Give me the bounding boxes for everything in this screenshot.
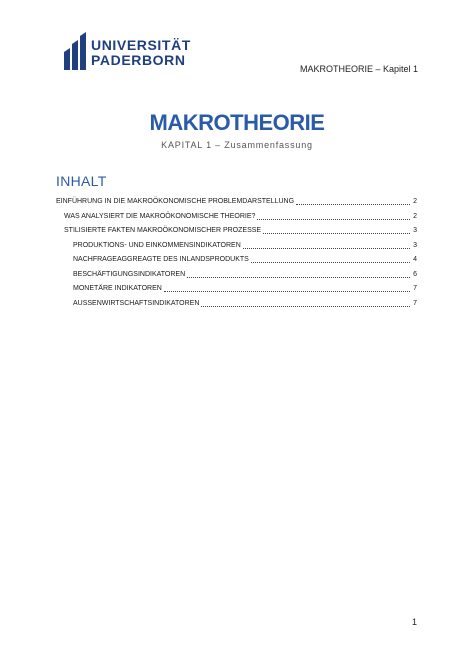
toc-entry[interactable]: [73, 298, 417, 309]
toc-leader-dots: [243, 248, 410, 249]
toc-leader-dots: [187, 277, 410, 278]
toc-heading: INHALT: [56, 173, 107, 189]
toc-leader-dots: [263, 233, 410, 234]
toc-entry-title: PRODUKTIONS- UND EINKOMMENSINDIKATOREN: [73, 242, 241, 249]
page-number: 1: [411, 617, 417, 627]
university-emblem-icon: [64, 32, 88, 70]
toc-entry-page: 4: [413, 256, 417, 263]
toc-leader-dots: [257, 219, 410, 220]
toc-leader-dots: [201, 306, 410, 307]
toc-entry-title: STILISIERTE FAKTEN MAKROÖKONOMISCHER PROZESSE: [64, 227, 262, 234]
toc-entry[interactable]: [73, 254, 417, 265]
toc-entry-page: 2: [413, 213, 417, 220]
toc-entry[interactable]: [56, 196, 417, 207]
logo-text-line1: UNIVERSITÄT: [91, 37, 191, 53]
document-subtitle: KAPITAL 1 – Zusammenfassung: [161, 140, 313, 150]
university-logo: [64, 32, 214, 72]
toc-entry-page: 2: [413, 198, 417, 205]
toc-leader-dots: [251, 262, 410, 263]
toc-entry-title: WAS ANALYSIERT DIE MAKROÖKONOMISCHE THEORIE?: [64, 213, 256, 220]
logo-text-line2: PADERBORN: [91, 52, 186, 68]
toc-entry-page: 7: [413, 300, 417, 307]
toc-entry[interactable]: [73, 283, 417, 294]
toc-leader-dots: [164, 291, 410, 292]
running-header: MAKROTHEORIE – Kapitel 1: [299, 64, 418, 74]
toc-entry-page: 3: [413, 242, 417, 249]
toc-entry-page: 6: [413, 271, 417, 278]
toc-entry-title: BESCHÄFTIGUNGSINDIKATOREN: [73, 271, 186, 278]
toc-entry-title: EINFÜHRUNG IN DIE MAKROÖKONOMISCHE PROBLEMDARSTELLUNG: [56, 198, 295, 205]
toc-entry[interactable]: [64, 225, 417, 236]
toc-entry-title: MONETÄRE INDIKATOREN: [73, 285, 162, 292]
toc-entry[interactable]: [64, 211, 417, 222]
toc-entry-page: 7: [413, 285, 417, 292]
toc-leader-dots: [296, 204, 410, 205]
toc-entry-title: NACHFRAGEAGGREAGTE DES INLANDSPRODUKTS: [73, 256, 249, 263]
document-title: MAKROTHEORIE: [149, 110, 325, 135]
toc-entry[interactable]: [73, 240, 417, 251]
toc-entry-title: AUSSENWIRTSCHAFTSINDIKATOREN: [73, 300, 200, 307]
toc-entry[interactable]: [73, 269, 417, 280]
toc-entry-page: 3: [413, 227, 417, 234]
